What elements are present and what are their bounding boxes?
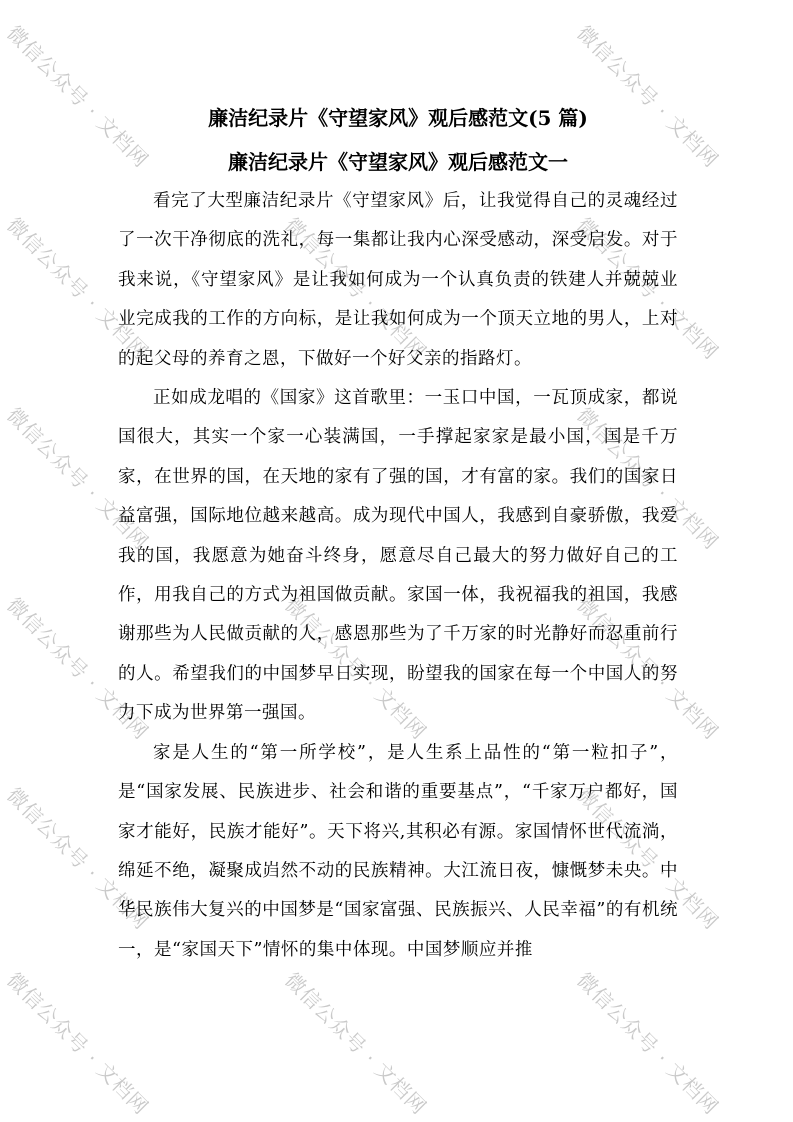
paragraph-1: 看完了大型廉洁纪录片《守望家风》后，让我觉得自己的灵魂经过了一次干净彻底的洗礼，每一集都让我内心深受感动，深受启发。对于我来说，《守望家风》是让我如何成为一个认真负责的铁建人并兢兢业业完成我的工作的方向标，是让我如何成为一个顶天立地的男人，上对的起父母的养育之恩，下做好一个好父亲的指路灯。 bbox=[118, 191, 678, 369]
watermark-text: 微信公众号 · 文档网 bbox=[572, 402, 724, 555]
document-body bbox=[118, 98, 678, 970]
watermark-text: 微信公众号 · 文档网 bbox=[572, 967, 724, 1120]
watermark-text: 微信公众号 · 文档网 bbox=[2, 402, 154, 555]
watermark-text: 微信公众号 · 文档网 bbox=[2, 20, 154, 173]
watermark-text: 微信公众号 · 文档网 bbox=[2, 782, 154, 935]
paragraph-3: 家是人生的“第一所学校”，是人生系上品性的“第一粒扣子”，是“国家发展、民族进步、社会和谐的重要基点”，“千家万户都好，国家才能好，民族才能好”。天下将兴,其积必有源。家国情怀世代流淌，绵延不绝，凝聚成岿然不动的民族精神。大江流日夜，慷慨梦未央。中华民族伟大复兴的中国梦是“国家富强、民族振兴、人民幸福”的有机统一，是“家国天下”情怀的集中体现。中国梦顺应并推 bbox=[118, 742, 678, 960]
watermark-text: 微信公众号 · 文档网 bbox=[572, 782, 724, 935]
watermark-text: 微信公众号 · 文档网 bbox=[280, 212, 432, 365]
document-title: 廉洁纪录片《守望家风》观后感范文(5 篇) bbox=[208, 106, 588, 130]
watermark-text: 微信公众号 · 文档网 bbox=[572, 20, 724, 173]
watermark-text: 微信公众号 · 文档网 bbox=[2, 212, 154, 365]
paragraph-2: 正如成龙唱的《国家》这首歌里：一玉口中国，一瓦顶成家，都说国很大，其实一个家一心装满国，一手撑起家家是最小国，国是千万家，在世界的国，在天地的家有了强的国，才有富的家。我们的国家日益富强，国际地位越来越高。成为现代中国人，我感到自豪骄傲，我爱我的国，我愿意为她奋斗终身，愿意尽自己最大的努力做好自己的工作，用我自己的方式为祖国做贡献。家国一体，我祝福我的祖国，我感谢那些为人民做贡献的人，感恩那些为了千万家的时光静好而忍重前行的人。希望我们的中国梦早日实现，盼望我的国家在每一个中国人的努力下成为世界第一强国。 bbox=[118, 388, 678, 724]
watermark-text: 微信公众号 · 文档网 bbox=[280, 592, 432, 745]
watermark-text: 微信公众号 · 文档网 bbox=[2, 592, 154, 745]
watermark-text: 微信公众号 · 文档网 bbox=[280, 967, 432, 1120]
section-heading: 廉洁纪录片《守望家风》观后感范文一 bbox=[228, 150, 568, 174]
watermark-text: 微信公众号 · 文档网 bbox=[2, 967, 154, 1120]
watermark-text: 微信公众号 · 文档网 bbox=[572, 592, 724, 745]
watermark-text: 微信公众号 · 文档网 bbox=[572, 212, 724, 365]
